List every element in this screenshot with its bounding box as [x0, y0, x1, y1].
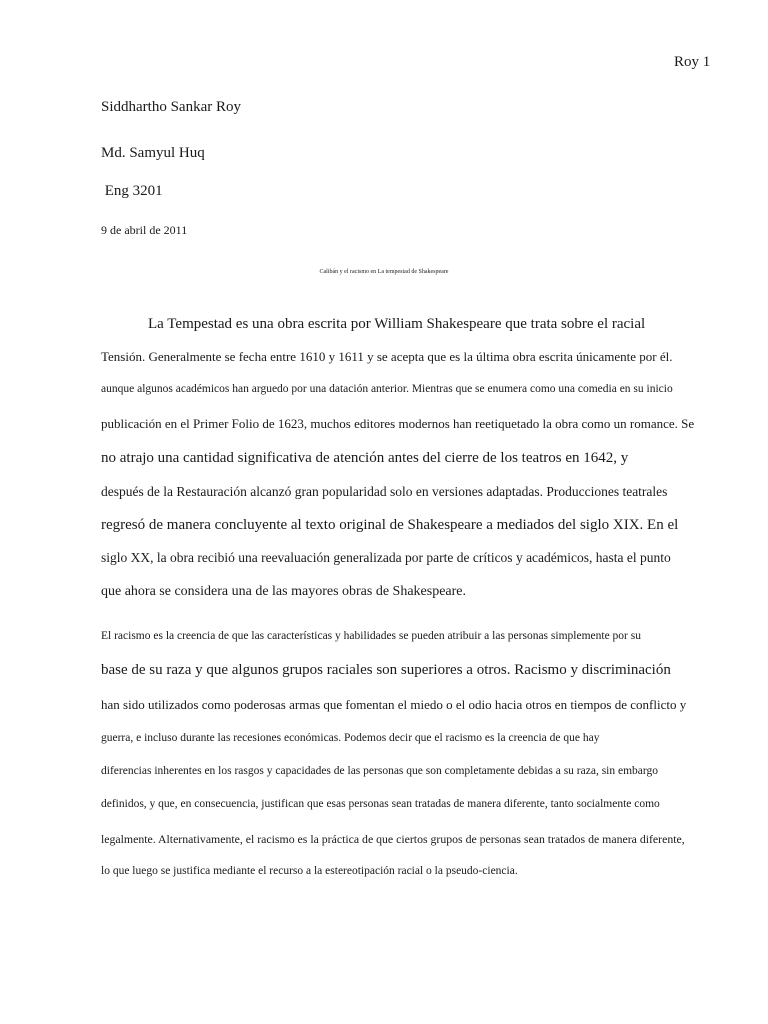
paragraph-2-line-7: legalmente. Alternativamente, el racismo es la práctica de que ciertos grupos de personas sean tratados de manera diferente,	[101, 832, 685, 846]
paragraph-1-line-4: publicación en el Primer Folio de 1623, muchos editores modernos han reetiquetado la obra como un romance. Se	[101, 416, 695, 431]
paragraph-1-line-9: que ahora se considera una de las mayores obras de Shakespeare.	[101, 584, 467, 599]
document-date: 9 de abril de 2011	[101, 223, 188, 237]
paragraph-1-line-2: Tensión. Generalmente se fecha entre 1610 y 1611 y se acepta que es la última obra escrita únicamente por él.	[101, 349, 673, 364]
instructor-name: Md. Samyul Huq	[101, 145, 205, 161]
paragraph-1-line-8: siglo XX, la obra recibió una reevaluación generalizada por parte de críticos y académicos, hasta el punto	[101, 550, 671, 565]
paragraph-2-line-4: guerra, e incluso durante las recesiones económicas. Podemos decir que el racismo es la creencia de que hay	[101, 732, 600, 744]
paragraph-2-line-8: lo que luego se justifica mediante el recurso a la estereotipación racial o la pseudo-ciencia.	[101, 865, 518, 877]
author-name: Siddhartho Sankar Roy	[101, 99, 241, 115]
paragraph-2-line-1: El racismo es la creencia de que las características y habilidades se pueden atribuir a las personas simplemente por su	[101, 630, 641, 642]
course-code: Eng 3201	[101, 183, 163, 199]
paragraph-2-line-3: han sido utilizados como poderosas armas que fomentan el miedo o el odio hacia otros en tiempos de conflicto y	[101, 697, 687, 712]
running-head: Roy 1	[674, 54, 711, 70]
paragraph-2-line-5: diferencias inherentes en los rasgos y capacidades de las personas que son completamente debidas a su raza, sin embargo	[101, 765, 659, 777]
paragraph-1-line-7: regresó de manera concluyente al texto original de Shakespeare a mediados del siglo XIX. En el	[101, 517, 679, 533]
paragraph-2-line-2: base de su raza y que algunos grupos raciales son superiores a otros. Racismo y discriminación	[101, 662, 671, 678]
paragraph-1-line-6: después de la Restauración alcanzó gran popularidad solo en versiones adaptadas. Producciones teatrales	[101, 484, 668, 499]
paragraph-1-line-3: aunque algunos académicos han arguedo por una datación anterior. Mientras que se enumera como una comedia en su inicio	[101, 383, 673, 395]
paragraph-2-line-6: definidos, y que, en consecuencia, justifican que esas personas sean tratadas de manera diferente, tanto socialmente como	[101, 798, 660, 810]
paragraph-1-line-1: La Tempestad es una obra escrita por William Shakespeare que trata sobre el racial	[148, 316, 646, 332]
essay-title: Calibán y el racismo en La tempestad de Shakespeare	[319, 269, 449, 275]
paragraph-1-line-5: no atrajo una cantidad significativa de atención antes del cierre de los teatros en 1642, y	[101, 450, 629, 466]
